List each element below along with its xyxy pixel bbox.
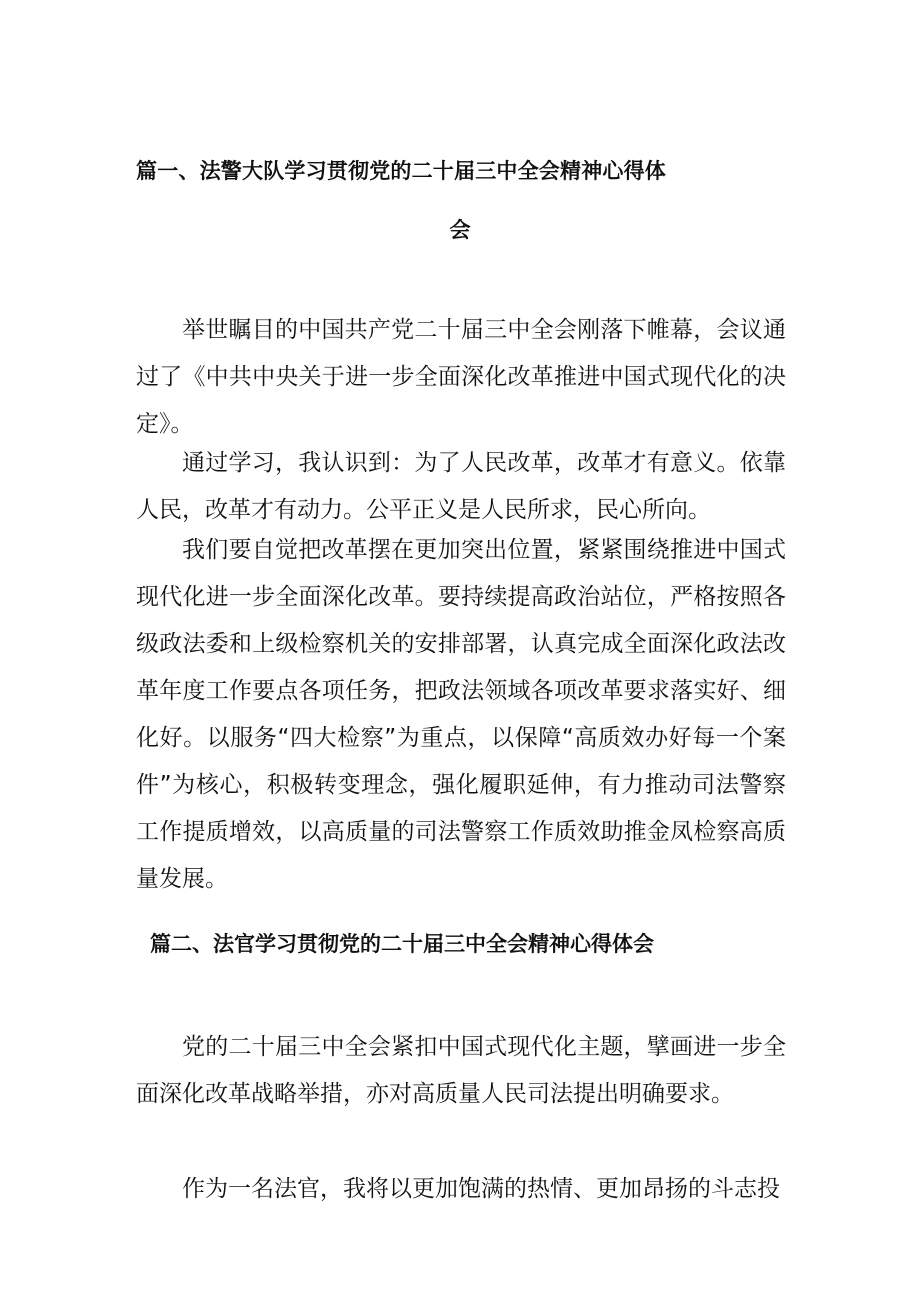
section1-paragraph-2: 通过学习，我认识到：为了人民改革，改革才有意义。依靠人民，改革才有动力。公平正义是人民所求，民心所向。	[136, 450, 786, 523]
section1-title-line1: 篇一、法警大队学习贯彻党的二十届三中全会精神心得体	[136, 159, 666, 183]
section2-paragraph-1: 党的二十届三中全会紧扣中国式现代化主题，擘画进一步全面深化改革战略举措，亦对高质量人民司法提出明确要求。	[136, 1034, 786, 1107]
section2-title: 篇二、法官学习贯彻党的二十届三中全会精神心得体会	[150, 932, 654, 956]
section1-paragraph-3: 我们要自觉把改革摆在更加突出位置，紧紧围绕推进中国式现代化进一步全面深化改革。要持续提高政治站位，严格按照各级政法委和上级检察机关的安排部署，认真完成全面深化政法改革年度工作要点各项任务，把政法领域各项改革要求落实好、细化好。以服务“四大检察”为重点，以保障“高质效办好每一个案件”为核心，积极转变理念，强化履职延伸，有力推动司法警察工作提质增效，以高质量的司法警察工作质效助推金凤检察高质量发展。	[136, 537, 786, 892]
section2-paragraph-2: 作为一名法官，我将以更加饱满的热情、更加昂扬的斗志投	[182, 1176, 780, 1202]
section1-title-line2: 会	[449, 218, 471, 242]
section1-paragraph-1: 举世瞩目的中国共产党二十届三中全会刚落下帷幕，会议通过了《中共中央关于进一步全面深化改革推进中国式现代化的决定》。	[136, 317, 786, 437]
